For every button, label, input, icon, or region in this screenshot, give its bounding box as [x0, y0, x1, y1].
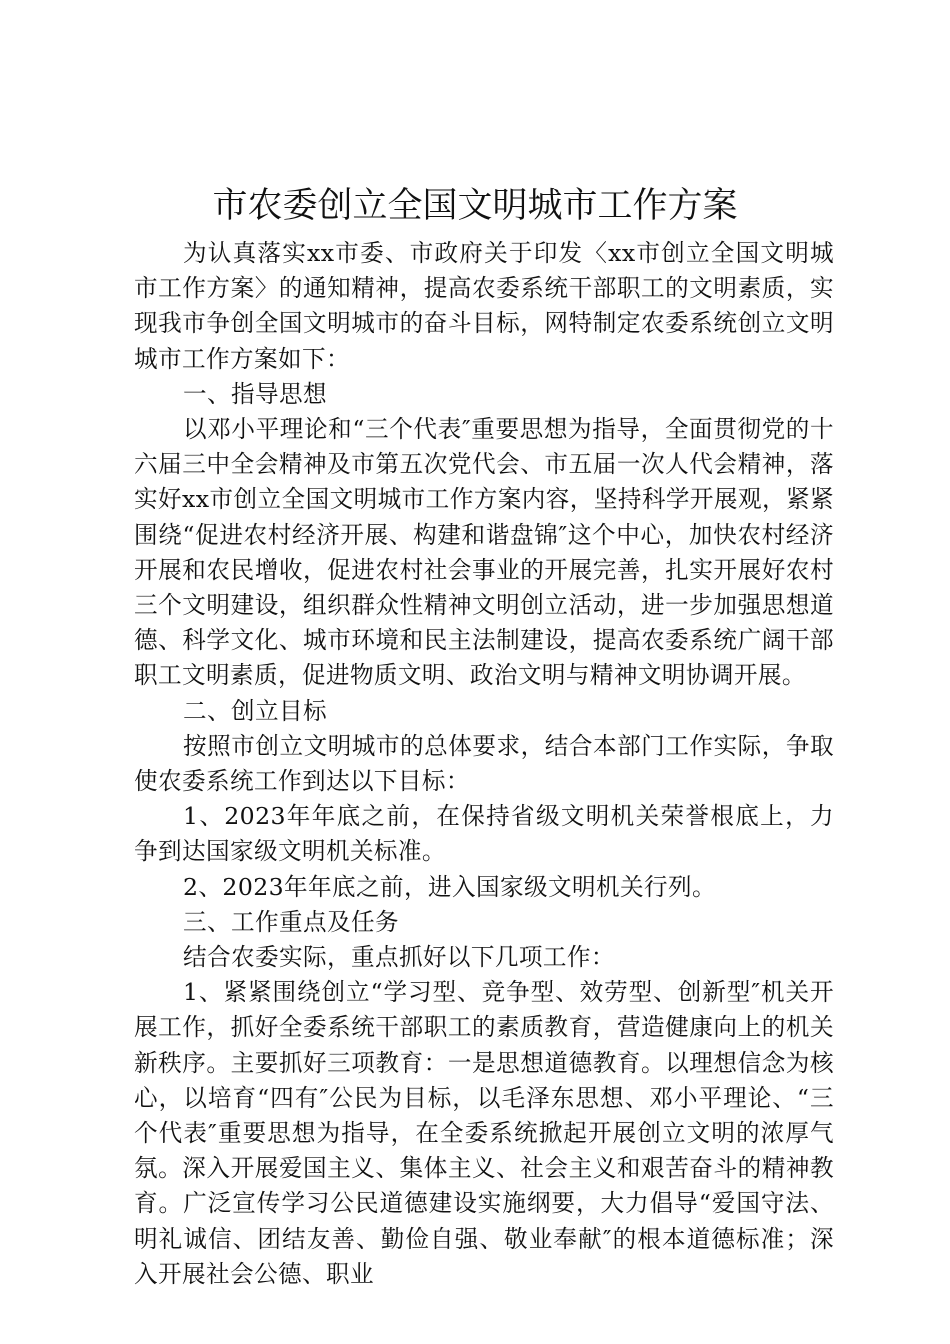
goal-item-1: 1、2023年年底之前，在保持省级文明机关荣誉根底上，力争到达国家级文明机关标准。 [134, 802, 834, 866]
section-heading-guiding-ideology: 一、指导思想 [183, 379, 327, 408]
guiding-ideology-paragraph: 以邓小平理论和“三个代表″重要思想为指导，全面贯彻党的十六届三中全会精神及市第五次党代会、市五届一次人代会精神，落实好xx市创立全国文明城市工作方案内容，坚持科学开展观，紧紧围绕“促进农村经济开展、构建和谐盘锦″这个中心，加快农村经济开展和农民增收，促进农村社会事业的开展完善，扎实开展好农村三个文明建设，组织群众性精神文明创立活动，进一步加强思想道德、科学文化、城市环境和民主法制建设，提高农委系统广阔干部职工文明素质，促进物质文明、政治文明与精神文明协调开展。 [134, 415, 834, 690]
key-task-item-1: 1、紧紧围绕创立“学习型、竞争型、效劳型、创新型″机关开展工作，抓好全委系统干部职工的素质教育，营造健康向上的机关新秩序。主要抓好三项教育：一是思想道德教育。以理想信念为核心，以培育“四有″公民为目标，以毛泽东思想、邓小平理论、“三个代表″重要思想为指导，在全委系统掀起开展创立文明的浓厚气氛。深入开展爱国主义、集体主义、社会主义和艰苦奋斗的精神教育。广泛宣传学习公民道德建设实施纲要，大力倡导“爱国守法、明礼诚信、团结友善、勤俭自强、敬业奉献″的根本道德标准；深入开展社会公德、职业 [134, 978, 834, 1288]
section-heading-key-tasks: 三、工作重点及任务 [183, 907, 399, 936]
goal-item-2: 2、2023年年底之前，进入国家级文明机关行列。 [183, 872, 716, 901]
goals-intro-paragraph: 按照市创立文明城市的总体要求，结合本部门工作实际，争取使农委系统工作到达以下目标： [134, 731, 834, 796]
document-body [134, 236, 834, 1292]
document-title: 市农委创立全国文明城市工作方案 [212, 186, 738, 226]
key-tasks-intro-paragraph: 结合农委实际，重点抓好以下几项工作： [183, 943, 615, 972]
intro-paragraph: 为认真落实xx市委、市政府关于印发〈xx市创立全国文明城市工作方案〉的通知精神，提高农委系统干部职工的文明素质，实现我市争创全国文明城市的奋斗目标，网特制定农委系统创立文明城市工作方案如下： [134, 239, 834, 373]
section-heading-goals: 二、创立目标 [183, 696, 327, 725]
